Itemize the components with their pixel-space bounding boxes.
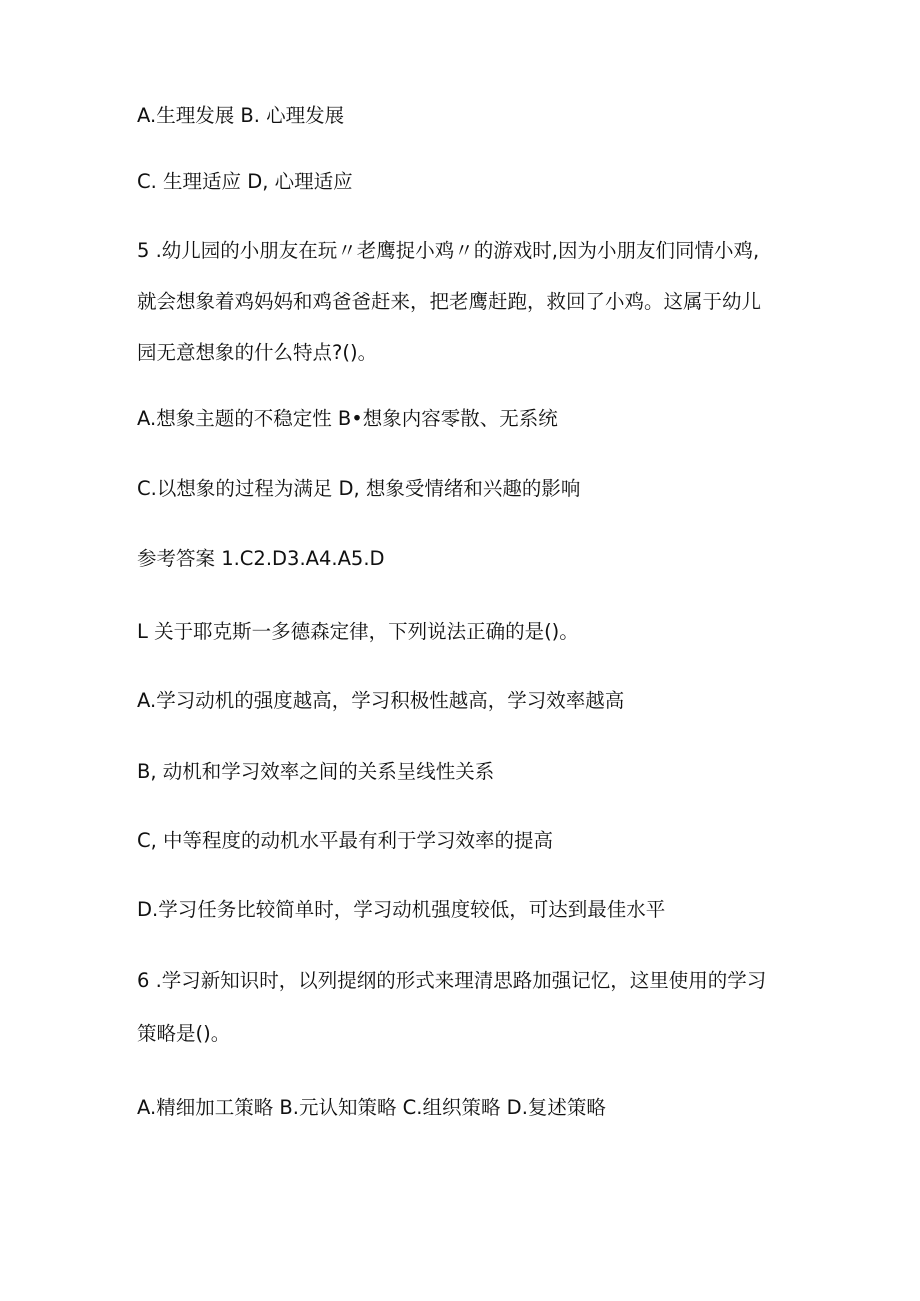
question-1-stem: L 关于耶克斯一多德森定律，下列说法正确的是()。 xyxy=(137,620,579,643)
question-5-line-2: 就会想象着鸡妈妈和鸡爸爸赶来，把老鹰赶跑，救回了小鸡。这属于幼儿 xyxy=(137,290,762,313)
question-6-options: A.精细加工策略 B.元认知策略 C.组织策略 D.复述策略 xyxy=(137,1096,606,1119)
question-1-option-a: A.学习动机的强度越高，学习积极性越高，学习效率越高 xyxy=(137,689,625,712)
option-line-prev-ab: A.生理发展 B. 心理发展 xyxy=(137,104,345,127)
question-5-options-cd: C.以想象的过程为满足 D, 想象受情绪和兴趣的影响 xyxy=(137,477,581,500)
question-1-option-c: C, 中等程度的动机水平最有利于学习效率的提高 xyxy=(137,829,554,852)
answer-key: 参考答案 1.C2.D3.A4.A5.D xyxy=(137,547,385,570)
question-5-line-3: 园无意想象的什么特点?()。 xyxy=(137,341,378,364)
question-5-line-1: 5 .幼儿园的小朋友在玩〃老鹰捉小鸡〃的游戏时,因为小朋友们同情小鸡, xyxy=(137,239,760,262)
question-6-line-1: 6 .学习新知识时，以列提纲的形式来理清思路加强记忆，这里使用的学习 xyxy=(137,969,767,992)
question-5-options-ab: A.想象主题的不稳定性 B•想象内容零散、无系统 xyxy=(137,407,558,430)
option-line-prev-cd: C. 生理适应 D, 心理适应 xyxy=(137,170,353,193)
question-1-option-d: D.学习任务比较简单时，学习动机强度较低，可达到最佳水平 xyxy=(137,898,666,921)
question-1-option-b: B, 动机和学习效率之间的关系呈线性关系 xyxy=(137,760,495,783)
question-6-line-2: 策略是()。 xyxy=(137,1022,231,1045)
